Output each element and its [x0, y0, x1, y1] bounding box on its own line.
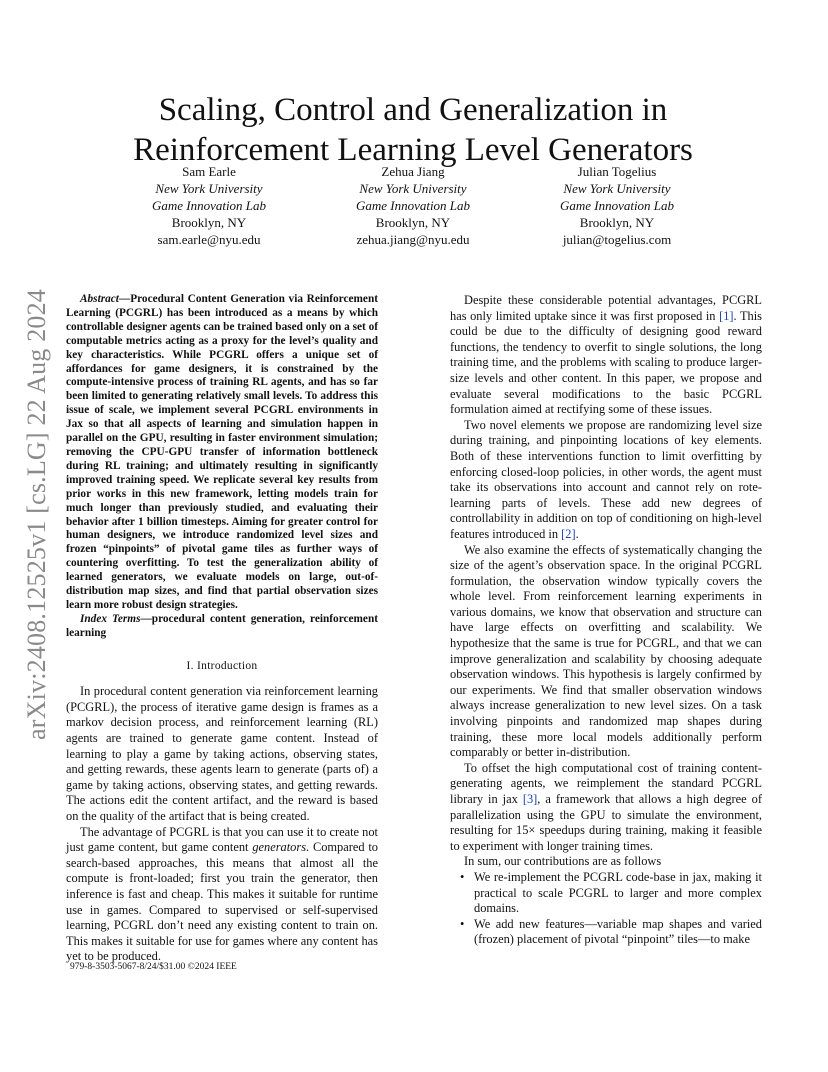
text-run: . Compared to search-based approaches, this means that almost all the compute is front-loaded; first you train the generator, then inference is fast and cheap. This makes it suitable for runtime use in games. Compared to supervised or self-supervised learning, PCGRL don’t need any existing content to train on. This makes it suitable for use for games where any content has yet to be produced.: [66, 840, 379, 964]
author-affiliation: New York University: [155, 181, 263, 196]
text-run: , a framework that allows a high degree of parallelization using the GPU to simulate the environment, resulting for 15× speedups during training, making it feasible to experiment with longer training times.: [450, 792, 762, 853]
abstract-text: —Procedural Content Generation via Reinforcement Learning (PCGRL) has been introduced as a means by which controllable designer agents can be trained based only on a set of computable metrics acting as a proxy for the level’s quality and key characteristics. While PCGRL offers a unique set of affordances for game designers, it is constrained by the compute-intensive process of training RL agents, and has so far been limited to generating relatively small levels. To address this issue of scale, we implement several PCGRL environments in Jax so that all aspects of learning and simulation happen in parallel on the GPU, resulting in faster environment simulation; removing the CPU-GPU transfer of information bottleneck during RL training; and ultimately resulting in significantly improved training speed. We replicate several key results from prior works in this new framework, letting models train for much longer than previously studied, and evaluating their behavior after 1 billion timesteps. Aiming for greater control for human designers, we introduce randomized level sizes and frozen “pinpoints” of pivotal game tiles as further ways of countering overfitting. To test the generalization ability of learned generators, we evaluate models on large, out-of-distribution map sizes, and find that partial observation sizes learn more robust design strategies.: [66, 293, 378, 611]
intro-paragraph-6: [450, 761, 762, 855]
author-lab: Game Innovation Lab: [559, 198, 675, 213]
author-city: Brooklyn, NY: [579, 215, 655, 230]
author-email[interactable]: zehua.jiang@nyu.edu: [356, 232, 470, 247]
text-run: Despite these considerable potential advantages, PCGRL has only limited uptake since it was first proposed in: [450, 293, 762, 323]
contributions-list: [450, 870, 762, 948]
copyright-notice: 979-8-3503-5067-8/24/$31.00 ©2024 IEEE: [70, 962, 237, 972]
citation-link[interactable]: [3]: [522, 792, 538, 806]
contributions-intro: In sum, our contributions are as follows: [464, 854, 662, 869]
intro-paragraph-4: [450, 418, 762, 543]
abstract: [66, 293, 378, 613]
list-item: • We re-implement the PCGRL code-base in jax, making it practical to scale PCGRL to larger and more complex domains.: [464, 870, 762, 917]
section-heading-introduction: I. Introduction: [186, 659, 258, 672]
citation-link[interactable]: [2]: [561, 526, 576, 541]
author-lab: Game Innovation Lab: [355, 198, 471, 213]
text-run: .: [575, 526, 579, 541]
intro-paragraph-5: We also examine the effects of systematically changing the size of the agent’s observation space. In the original PCGRL formulation, the observation window typically covers the whole level. From reinforcement learning experiments in various domains, we know that observation and structure can have large effects on overfitting and scalability. We hypothesize that the same is true for PCGRL, and that we can improve generalization and scalability by choosing adequate observation windows. This hypothesis is largely confirmed by our experiments. We find that smaller observation windows always increase generalization to new level sizes. On a task involving pinpoints and randomized map shapes during training, these more local models additionally perform comparably or better in-distribution.: [450, 542, 762, 760]
author-city: Brooklyn, NY: [375, 215, 451, 230]
author-email[interactable]: sam.earle@nyu.edu: [157, 232, 261, 247]
index-terms-label: Index Terms: [80, 612, 141, 625]
text-run: Two novel elements we propose are randomizing level size during training, and pinpointing locations of key elements. Both of these interventions function to limit overfitting by enforcing closed-loop policies, in other words, the agent must take its observations into account and cannot rely on rote-learning parts of levels. These add new degrees of controllability in addition on top of conditioning on high-level features introduced in: [450, 417, 762, 541]
author-name: Julian Togelius: [577, 164, 657, 179]
author-city: Brooklyn, NY: [171, 215, 247, 230]
paper-title: [60, 90, 766, 170]
right-column: [450, 293, 762, 948]
author-email[interactable]: julian@togelius.com: [562, 232, 672, 247]
title-line-1: Scaling, Control and Generalization in: [158, 92, 668, 129]
text-run: To offset the high computational cost of training content-generating agents, we reimplement the standard PCGRL library in jax: [450, 760, 762, 806]
title-line-2: Reinforcement Learning Level Generators: [133, 132, 693, 169]
author-affiliation: New York University: [563, 181, 671, 196]
author-lab: Game Innovation Lab: [151, 198, 267, 213]
intro-paragraph-1: In procedural content generation via reinforcement learning (PCGRL), the process of iterative game design is frames as a markov decision process, and reinforcement learning (RL) agents are trained to generate game content. Instead of learning to play a game by taking actions, observing states, and getting rewards, these agents learn to generate (parts of) a game by taking actions, observing states, and getting rewards. The actions edit the content artifact, and the reward is based on the quality of the artifact that is being created.: [66, 684, 378, 823]
arxiv-stamp: arXiv:2408.12525v1 [cs.LG] 22 Aug 2024: [22, 289, 51, 740]
emphasis: generators: [252, 840, 307, 855]
author-name: Zehua Jiang: [381, 164, 445, 179]
author-block-1: [109, 163, 309, 248]
text-run: . This could be due to the difficulty of designing good reward functions, the tendency to overfit to single solutions, the long training time, and the problems with scaling to produce larger-size levels and other content. In this paper, we propose and evaluate several modifications to the basic PCGRL formulation aimed at rectifying some of these issues.: [450, 308, 762, 417]
left-column: [66, 293, 378, 965]
index-terms: [66, 613, 378, 641]
author-block-2: [313, 163, 513, 248]
citation-link[interactable]: [1]: [719, 308, 734, 323]
text-run: The advantage of PCGRL is that you can use it to create not just game content, but game content: [66, 824, 378, 855]
author-affiliation: New York University: [359, 181, 467, 196]
list-item: • We add new features—variable map shapes and varied (frozen) placement of pivotal “pinpoint” tiles—to make: [464, 917, 762, 948]
author-block-3: [517, 163, 717, 248]
index-terms-text: —procedural content generation, reinforcement learning: [66, 612, 378, 639]
intro-paragraph-2: [66, 825, 378, 965]
abstract-label: Abstract: [80, 293, 119, 305]
author-name: Sam Earle: [182, 164, 236, 179]
intro-paragraph-3: [450, 293, 762, 418]
